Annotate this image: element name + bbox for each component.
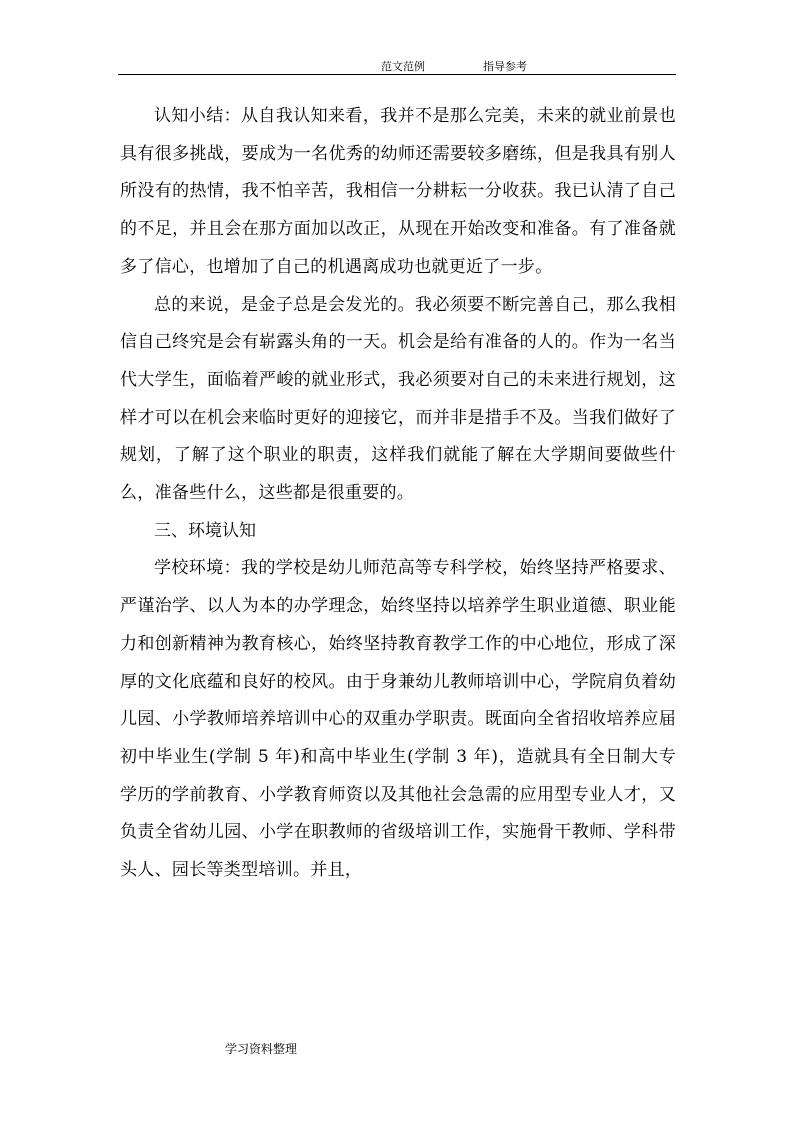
page-footer: 学习资料整理 <box>225 1042 298 1056</box>
paragraph-conclusion: 总的来说，是金子总是会发光的。我必须要不断完善自己，那么我相信自己终究是会有崭露头角的一天。机会是给有准备的人的。作为一名当代大学生，面临着严峻的就业形式，我必须要对自己的未来进行规划，这样才可以在机会来临时更好的迎接它，而并非是措手不及。当我们做好了规划，了解了这个职业的职责，这样我们就能了解在大学期间要做些什么，准备些什么，这些都是很重要的。 <box>120 294 676 504</box>
header-right-text: 指导参考 <box>483 60 527 73</box>
header-left-text: 范文范例 <box>381 60 425 73</box>
document-body <box>120 98 676 890</box>
section-heading: 三、环境认知 <box>154 520 256 541</box>
paragraph-cognition-summary: 认知小结：从自我认知来看，我并不是那么完美，未来的就业前景也具有很多挑战，要成为一名优秀的幼师还需要较多磨练，但是我具有别人所没有的热情，我不怕辛苦，我相信一分耕耘一分收获。我已认清了自己的不足，并且会在那方面加以改正，从现在开始改变和准备。有了准备就多了信心，也增加了自己的机遇离成功也就更近了一步。 <box>120 106 676 277</box>
paragraph-school-environment: 学校环境：我的学校是幼儿师范高等专科学校，始终坚持严格要求、严谨治学、以人为本的办学理念，始终坚持以培养学生职业道德、职业能力和创新精神为教育核心，始终坚持教育教学工作的中心地位，形成了深厚的文化底蕴和良好的校风。由于身兼幼儿教师培训中心，学院肩负着幼儿园、小学教师培养培训中心的双重办学职责。既面向全省招收培养应届初中毕业生(学制 5 年)和高中毕业生(学制 3 年)，造就具有全日制大专学历的学前教育、小学教育师资以及其他社会急需的应用型专业人才，又负责全省幼儿园、小学在职教师的省级培训工作，实施骨干教师、学科带头人、园长等类型培训。并且， <box>120 558 676 881</box>
page-header <box>118 56 676 75</box>
